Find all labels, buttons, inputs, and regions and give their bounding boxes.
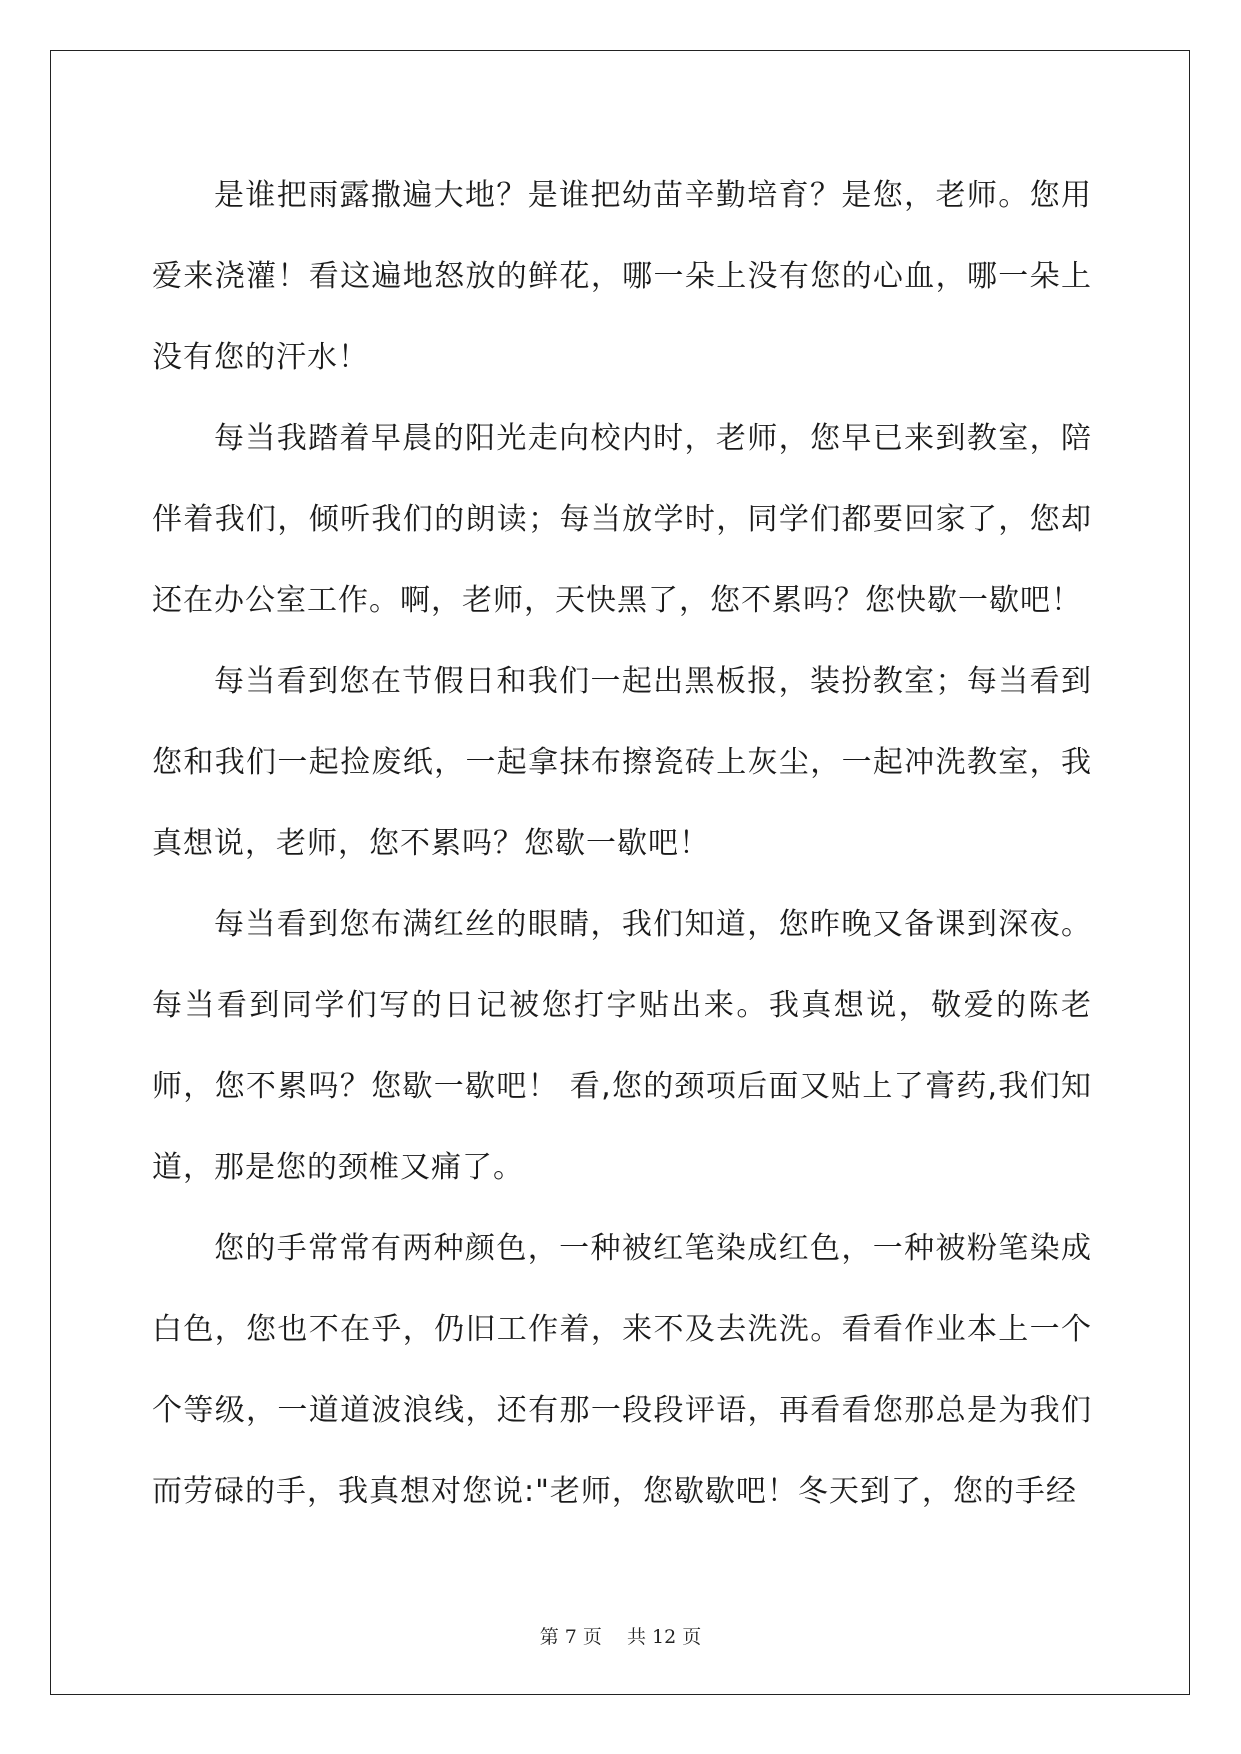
paragraph-2: 每当我踏着早晨的阳光走向校内时，老师，您早已来到教室，陪伴着我们，倾听我们的朗读；每当放学时，同学们都要回家了，您却还在办公室工作。啊，老师，天快黑了，您不累吗？您快歇一歇吧！ bbox=[152, 421, 1092, 618]
paragraph-5: 您的手常常有两种颜色，一种被红笔染成红色，一种被粉笔染成白色，您也不在乎，仍旧工作着，来不及去洗洗。看看作业本上一个个等级，一道道波浪线，还有那一段段评语，再看看您那总是为我们而劳碌的手，我真想对您说:"老师，您歇歇吧！冬天到了，您的手经 bbox=[152, 1231, 1092, 1509]
document-body bbox=[152, 155, 1092, 1532]
page-number: 第 7 页 共 12 页 bbox=[539, 1626, 702, 1648]
paragraph-3: 每当看到您在节假日和我们一起出黑板报，装扮教室；每当看到您和我们一起捡废纸，一起拿抹布擦瓷砖上灰尘，一起冲洗教室，我真想说，老师，您不累吗？您歇一歇吧！ bbox=[152, 664, 1092, 861]
page-footer bbox=[0, 1622, 1241, 1649]
paragraph-4: 每当看到您布满红丝的眼睛，我们知道，您昨晚又备课到深夜。每当看到同学们写的日记被您打字贴出来。我真想说，敬爱的陈老师，您不累吗？您歇一歇吧！ 看,您的颈项后面又贴上了膏药,我们知道，那是您的颈椎又痛了。 bbox=[152, 907, 1092, 1185]
paragraph-1: 是谁把雨露撒遍大地？是谁把幼苗辛勤培育？是您，老师。您用爱来浇灌！看这遍地怒放的鲜花，哪一朵上没有您的心血，哪一朵上没有您的汗水！ bbox=[152, 178, 1092, 375]
